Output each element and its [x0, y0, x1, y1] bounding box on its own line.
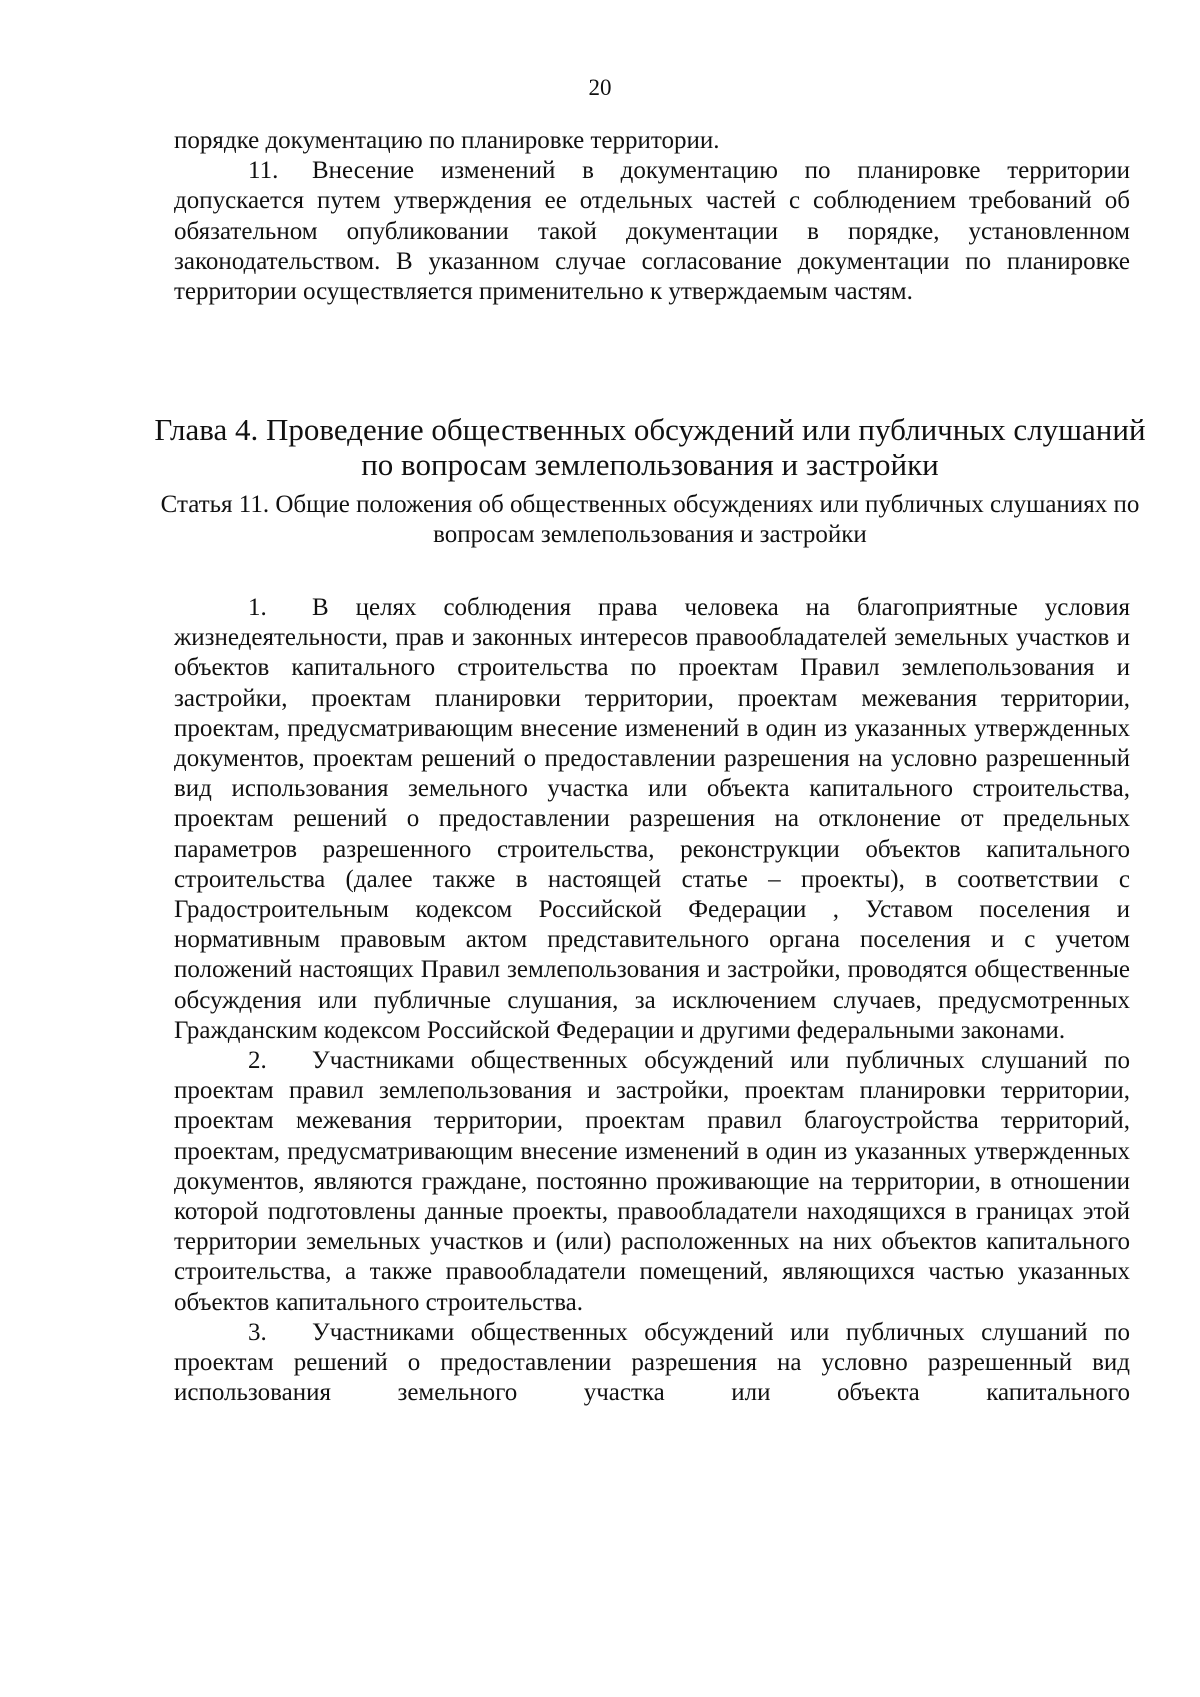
item-11-number: 11.: [248, 157, 279, 185]
item-3-number: 3.: [248, 1318, 267, 1346]
article-heading: Статья 11. Общие положения об общественных обсуждениях или публичных слушаниях по вопросам землепользования и застройки: [160, 491, 1140, 548]
item-3-paragraph: [174, 1318, 1130, 1409]
item-2-paragraph: [174, 1046, 1130, 1318]
item-11-paragraph: [174, 156, 1130, 307]
chapter-heading: Глава 4. Проведение общественных обсуждений или публичных слушаний по вопросам землепользования и застройки: [154, 412, 1146, 482]
item-11-text: Внесение изменений в документацию по планировке территории допускается путем утверждения ее отдельных частей с соблюдением требований об обязательном опубликовании такой документации в порядке, установленном законодательством. В указанном случае согласование документации по планировке территории осуществляется применительно к утверждаемым частям.: [174, 157, 1130, 306]
item-3-text: Участниками общественных обсуждений или публичных слушаний по проектам решений о предоставлении разрешения на условно разрешенный вид использования земельного участка или объекта капитального: [174, 1318, 1130, 1407]
item-1-number: 1.: [248, 594, 267, 621]
item-2-number: 2.: [248, 1047, 267, 1075]
continuation-paragraph: порядке документацию по планировке территории.: [174, 127, 720, 154]
article-body: [174, 593, 1130, 1408]
item-1-text: В целях соблюдения права человека на благоприятные условия жизнедеятельности, прав и законных интересов правообладателей земельных участков и объектов капитального строительства по проектам Правил землепользования и застройки, проектам планировки территории, проектам межевания территории, проектам, предусматривающим внесение изменений в один из указанных утвержденных документов, проектам решений о предоставлении разрешения на условно разрешенный вид использования земельного участка или объекта капитального строительства, проектам решений о предоставлении разрешения на отклонение от предельных параметров разрешенного строительства, реконструкции объектов капитального строительства (далее также в настоящей статье – проекты), в соответствии с Градостроительным кодексом Российской Федерации , Уставом поселения и нормативным правовым актом представительного органа поселения и с учетом положений настоящих Правил землепользования и застройки, проводятся общественные обсуждения или публичные слушания, за исключением случаев, предусмотренных Гражданским кодексом Российской Федерации и другими федеральными законами.: [174, 594, 1130, 1044]
item-2-text: Участниками общественных обсуждений или публичных слушаний по проектам правил землепользования и застройки, проектам планировки территории, проектам межевания территории, проектам правил благоустройства территорий, проектам, предусматривающим внесение изменений в один из указанных утвержденных документов, являются граждане, постоянно проживающие на территории, в отношении которой подготовлены данные проекты, правообладатели находящихся в границах этой территории земельных участков и (или) расположенных на них объектов капитального строительства, а также правообладатели помещений, являющихся частью указанных объектов капитального строительства.: [174, 1047, 1130, 1316]
item-1-paragraph: [174, 593, 1130, 1046]
intro-block: [174, 126, 1130, 307]
page-number: 20: [588, 75, 612, 100]
